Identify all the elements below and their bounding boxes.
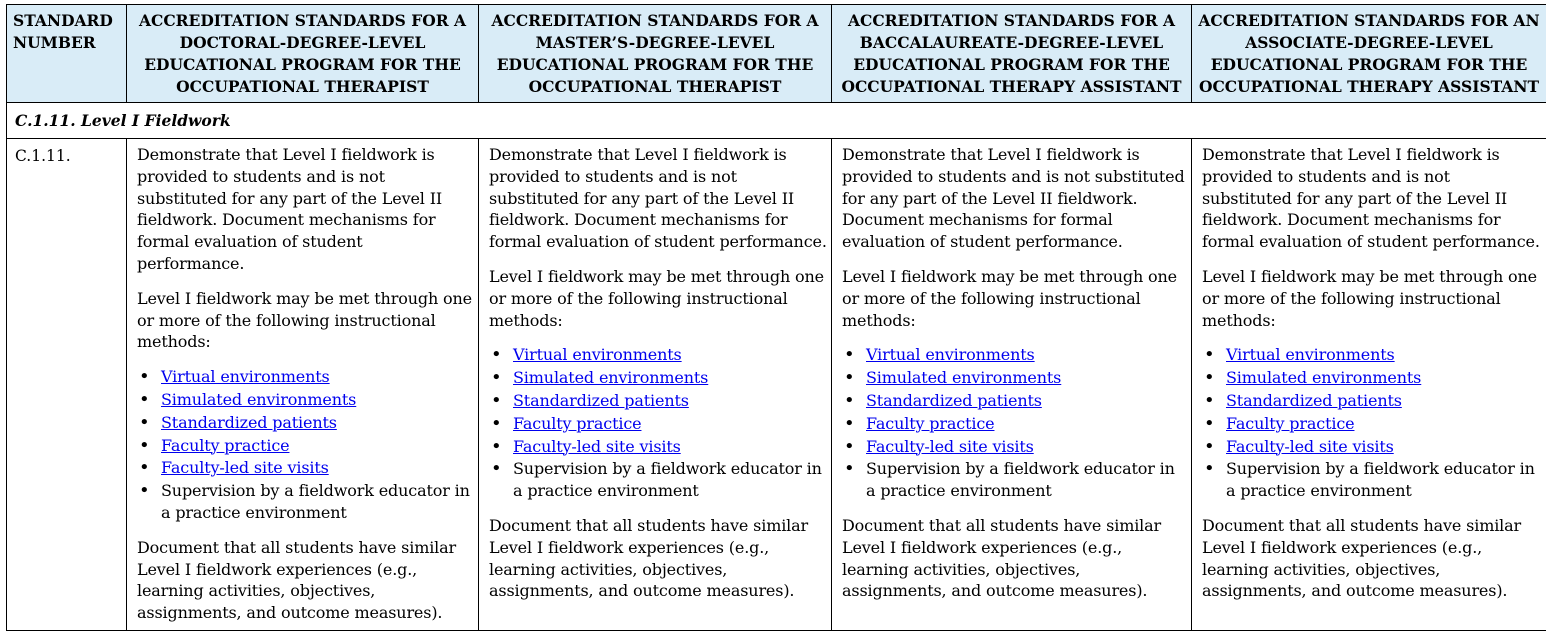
virtual-environments-link[interactable]: Virtual environments [513, 345, 682, 364]
requirement-text: Demonstrate that Level I fieldwork is provided to students and is not substituted for any part of the Level II fieldwork. Document mechanisms for formal evaluation of student performance. [1202, 144, 1542, 253]
documentation-text: Document that all students have similar Level I fieldwork experiences (e.g., learning activities, objectives, assignments, and outcome measures). [137, 537, 474, 624]
standard-number: C.1.11. [7, 139, 127, 631]
faculty-led-site-visits-link[interactable]: Faculty-led site visits [513, 437, 681, 456]
requirement-text: Demonstrate that Level I fieldwork is provided to students and is not substituted for any part of the Level II fieldwork. Document mechanisms for formal evaluation of student performance. [137, 144, 474, 275]
faculty-practice-link[interactable]: Faculty practice [866, 414, 994, 433]
methods-list [137, 366, 474, 524]
standards-table [6, 4, 1546, 631]
faculty-practice-link[interactable]: Faculty practice [513, 414, 641, 433]
faculty-practice-link[interactable]: Faculty practice [161, 436, 289, 455]
list-item [161, 457, 474, 480]
list-item [513, 390, 827, 413]
list-item [161, 435, 474, 458]
list-item-supervision: • Supervision by a fieldwork educator in a practice environment [161, 480, 474, 524]
standardized-patients-link[interactable]: Standardized patients [513, 391, 689, 410]
list-item [1226, 344, 1542, 367]
doctoral-cell [127, 139, 479, 631]
methods-intro: Level I fieldwork may be met through one or more of the following instructional methods: [842, 266, 1187, 331]
methods-intro: Level I fieldwork may be met through one or more of the following instructional methods: [137, 288, 474, 353]
header-doctoral: ACCREDITATION STANDARDS FOR A DOCTORAL-DEGREE-LEVEL EDUCATIONAL PROGRAM FOR THE OCCUPATIONAL THERAPIST [127, 5, 479, 103]
list-item [866, 413, 1187, 436]
simulated-environments-link[interactable]: Simulated environments [161, 390, 356, 409]
header-row [7, 5, 1546, 103]
list-item [866, 436, 1187, 459]
list-item-supervision: • Supervision by a fieldwork educator in a practice environment [513, 458, 827, 502]
simulated-environments-link[interactable]: Simulated environments [513, 368, 708, 387]
list-item [161, 412, 474, 435]
header-associate: ACCREDITATION STANDARDS FOR AN ASSOCIATE-DEGREE-LEVEL EDUCATIONAL PROGRAM FOR THE OCCUPATIONAL THERAPY ASSISTANT [1192, 5, 1546, 103]
list-item [1226, 436, 1542, 459]
standardized-patients-link[interactable]: Standardized patients [161, 413, 337, 432]
masters-cell [479, 139, 832, 631]
list-item [866, 390, 1187, 413]
methods-list [842, 344, 1187, 502]
documentation-text: Document that all students have similar Level I fieldwork experiences (e.g., learning activities, objectives, assignments, and outcome measures). [842, 515, 1187, 602]
requirement-text: Demonstrate that Level I fieldwork is provided to students and is not substituted for any part of the Level II fieldwork. Document mechanisms for formal evaluation of student performance. [489, 144, 827, 253]
methods-intro: Level I fieldwork may be met through one or more of the following instructional methods: [489, 266, 827, 331]
standard-row [7, 139, 1546, 631]
documentation-text: Document that all students have similar Level I fieldwork experiences (e.g., learning activities, objectives, assignments, and outcome measures). [489, 515, 827, 602]
list-item-supervision: • Supervision by a fieldwork educator in a practice environment [866, 458, 1187, 502]
methods-list [489, 344, 827, 502]
header-standard-number: STANDARD NUMBER [7, 5, 127, 103]
documentation-text: Document that all students have similar Level I fieldwork experiences (e.g., learning activities, objectives, assignments, and outcome measures). [1202, 515, 1542, 602]
list-item [513, 413, 827, 436]
list-item [513, 367, 827, 390]
list-item [1226, 413, 1542, 436]
list-item [513, 344, 827, 367]
simulated-environments-link[interactable]: Simulated environments [1226, 368, 1421, 387]
standardized-patients-link[interactable]: Standardized patients [1226, 391, 1402, 410]
header-baccalaureate: ACCREDITATION STANDARDS FOR A BACCALAUREATE-DEGREE-LEVEL EDUCATIONAL PROGRAM FOR THE OCCUPATIONAL THERAPY ASSISTANT [832, 5, 1192, 103]
section-title: C.1.11. Level I Fieldwork [7, 103, 1546, 139]
list-item [1226, 390, 1542, 413]
list-item [161, 389, 474, 412]
list-item [1226, 367, 1542, 390]
header-masters: ACCREDITATION STANDARDS FOR A MASTER’S-DEGREE-LEVEL EDUCATIONAL PROGRAM FOR THE OCCUPATIONAL THERAPIST [479, 5, 832, 103]
faculty-led-site-visits-link[interactable]: Faculty-led site visits [866, 437, 1034, 456]
list-item [866, 367, 1187, 390]
section-row [7, 103, 1546, 139]
methods-list [1202, 344, 1542, 502]
virtual-environments-link[interactable]: Virtual environments [1226, 345, 1395, 364]
faculty-led-site-visits-link[interactable]: Faculty-led site visits [1226, 437, 1394, 456]
list-item [161, 366, 474, 389]
list-item-supervision: • Supervision by a fieldwork educator in a practice environment [1226, 458, 1542, 502]
methods-intro: Level I fieldwork may be met through one or more of the following instructional methods: [1202, 266, 1542, 331]
faculty-practice-link[interactable]: Faculty practice [1226, 414, 1354, 433]
requirement-text: Demonstrate that Level I fieldwork is provided to students and is not substituted for any part of the Level II fieldwork. Document mechanisms for formal evaluation of student performance. [842, 144, 1187, 253]
faculty-led-site-visits-link[interactable]: Faculty-led site visits [161, 458, 329, 477]
list-item [866, 344, 1187, 367]
simulated-environments-link[interactable]: Simulated environments [866, 368, 1061, 387]
associate-cell [1192, 139, 1546, 631]
virtual-environments-link[interactable]: Virtual environments [161, 367, 330, 386]
baccalaureate-cell [832, 139, 1192, 631]
virtual-environments-link[interactable]: Virtual environments [866, 345, 1035, 364]
list-item [513, 436, 827, 459]
standardized-patients-link[interactable]: Standardized patients [866, 391, 1042, 410]
